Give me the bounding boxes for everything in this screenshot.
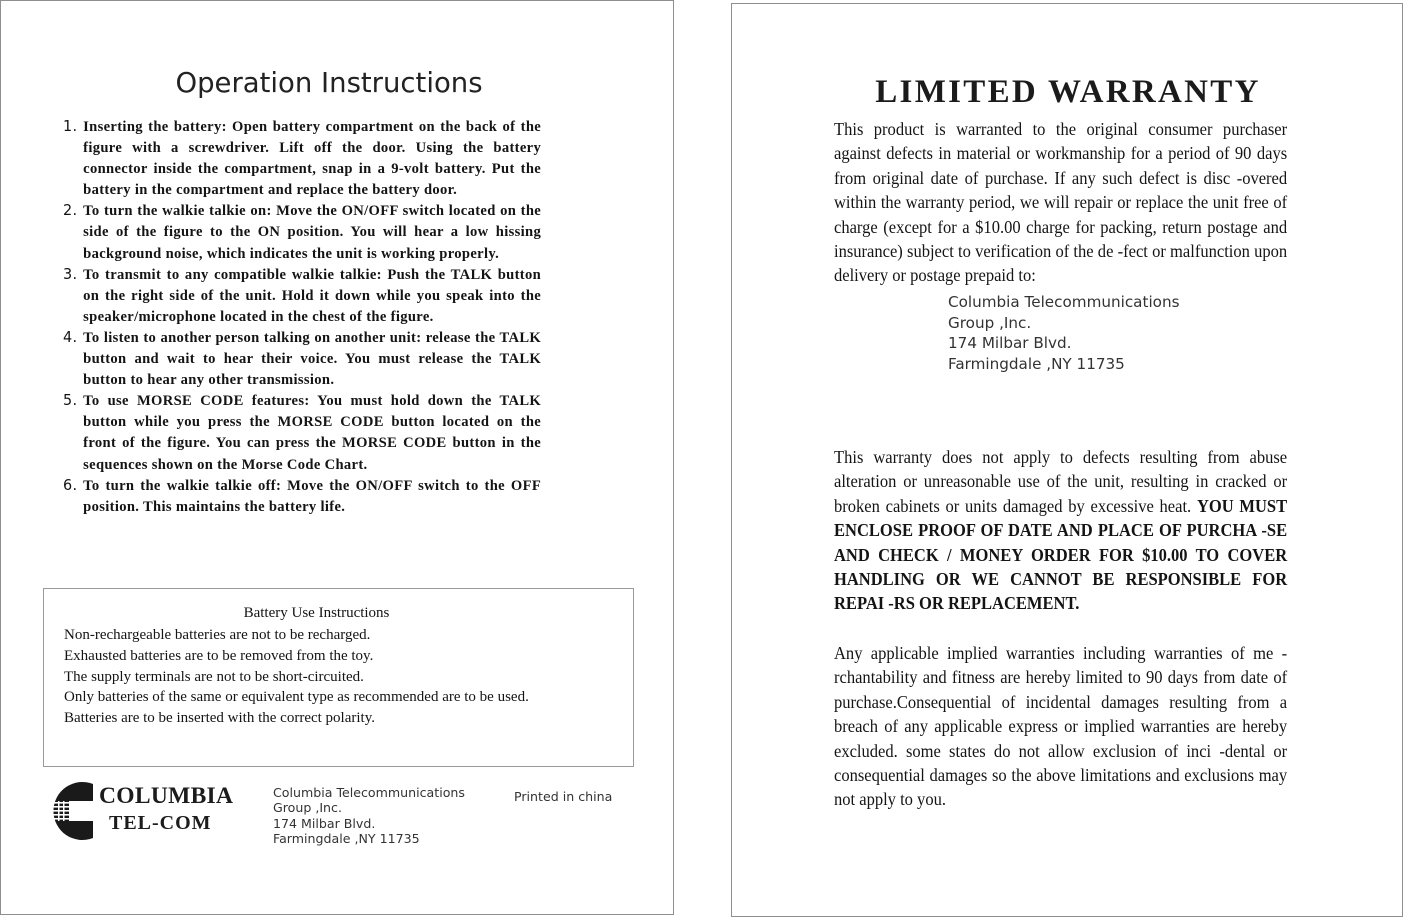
company-address bbox=[273, 785, 503, 847]
operation-instructions-page bbox=[0, 0, 674, 915]
instruction-step bbox=[63, 475, 541, 517]
battery-instructions-title: Battery Use Instructions bbox=[243, 605, 390, 621]
instruction-step bbox=[63, 200, 541, 263]
battery-instructions-box bbox=[43, 588, 634, 767]
address-line: Group ,Inc. bbox=[948, 313, 1032, 332]
logo-name: COLUMBIA bbox=[99, 783, 234, 809]
columbia-telcom-logo bbox=[49, 779, 249, 843]
address-line: 174 Milbar Blvd. bbox=[948, 334, 1072, 353]
step-text: To turn the walkie talkie off: Move the ON/OFF switch to the OFF position. This maintains the battery life. bbox=[83, 476, 542, 515]
instruction-step bbox=[63, 327, 541, 390]
step-text: To turn the walkie talkie on: Move the ON/OFF switch located on the side of the figure to the ON position. You will hear a low hissing background noise, which indicates the unit is working properly. bbox=[83, 202, 542, 262]
address-line: Group ,Inc. bbox=[273, 800, 342, 816]
address-line: Farmingdale ,NY 11735 bbox=[948, 354, 1125, 373]
operation-instructions-title: Operation Instructions bbox=[175, 67, 483, 99]
step-number: 4. bbox=[63, 327, 78, 346]
address-line: Columbia Telecommunications bbox=[273, 785, 465, 800]
battery-instruction-line: Non-rechargeable batteries are not to be recharged. bbox=[64, 627, 371, 643]
implied-warranties-paragraph: Any applicable implied warranties including warranties of me -rchantability and fitness are hereby limited to 90 days from date of purchase.Consequential of incidental damages resulting from a breach of any applicable express or implied warranties are hereby excluded. some states do not allow exclusion of inci -dental or consequential damages so the above limitations and exclusions may not apply to you. bbox=[834, 643, 1288, 810]
step-number: 5. bbox=[63, 391, 78, 410]
logo-subtitle: TEL-COM bbox=[109, 812, 212, 834]
step-text: To transmit to any compatible walkie talkie: Push the TALK button on the right side of the unit. Hold it down while you speak into the speaker/microphone located in the chest of the figure. bbox=[83, 265, 542, 325]
battery-instructions-list bbox=[64, 625, 552, 729]
instruction-step bbox=[63, 390, 541, 474]
limited-warranty-page bbox=[731, 3, 1403, 917]
warranty-title: LIMITED WARRANTY bbox=[875, 74, 1261, 110]
step-text: To use MORSE CODE features: You must hold down the TALK button while you press the MORSE CODE button located on the front of the figure. You can press the MORSE CODE button in the sequences shown on the Morse Code Chart. bbox=[83, 392, 542, 473]
step-number: 2. bbox=[63, 201, 78, 220]
printed-in-note: Printed in china bbox=[514, 789, 613, 804]
battery-instruction-line: Exhausted batteries are to be removed from the toy. bbox=[64, 647, 374, 664]
battery-instruction-line: Only batteries of the same or equivalent type as recommended are to be used. bbox=[64, 689, 529, 706]
step-number: 1. bbox=[63, 117, 78, 135]
instruction-step bbox=[63, 116, 541, 200]
warranty-address bbox=[948, 292, 1248, 374]
warranty-coverage-paragraph: This product is warranted to the original consumer purchaser against defects in material or workmanship for a period of 90 days from original date of purchase. If any such defect is disc -overed within the warranty period, we will repair or replace the unit free of charge (except for a $10.00 charge for packing, return postage and insurance) subject to verification of the de -fect or malfunction upon delivery or postage prepaid to: bbox=[834, 119, 1288, 286]
address-line: Columbia Telecommunications bbox=[948, 293, 1180, 311]
globe-logo-icon bbox=[49, 779, 97, 843]
instruction-step bbox=[63, 264, 541, 327]
step-text: To listen to another person talking on another unit: release the TALK button and wait to hear their voice. You must release the TALK button to hear any other transmission. bbox=[83, 328, 542, 389]
proof-of-purchase-notice: YOU MUST ENCLOSE PROOF OF DATE AND PLACE OF PURCHA -SE AND CHECK / MONEY ORDER FOR $10.00 TO COVER HANDLING OR WE CANNOT BE RESPONSIBLE FOR REPAI -RS OR REPLACEMENT. bbox=[834, 495, 1288, 614]
exclusions-text: This warranty does not apply to defects resulting from abuse alteration or unreasonable use of the unit, resulting in cracked or broken cabinets or units damaged by excessive heat. bbox=[834, 447, 1288, 516]
battery-instruction-line: Batteries are to be inserted with the correct polarity. bbox=[64, 710, 375, 727]
step-number: 6. bbox=[63, 475, 78, 494]
battery-instruction-line: The supply terminals are not to be short-circuited. bbox=[64, 668, 364, 685]
address-line: 174 Milbar Blvd. bbox=[273, 815, 376, 831]
step-number: 3. bbox=[63, 264, 78, 283]
step-text: Inserting the battery: Open battery compartment on the back of the figure with a screwdriver. Lift off the door. Using the battery connector inside the compartment, snap in a 9-volt battery. Put the battery in the compartment and replace the battery door. bbox=[83, 118, 542, 199]
warranty-exclusions-paragraph bbox=[834, 445, 1287, 616]
address-line: Farmingdale ,NY 11735 bbox=[273, 831, 420, 847]
instruction-steps bbox=[63, 116, 561, 517]
